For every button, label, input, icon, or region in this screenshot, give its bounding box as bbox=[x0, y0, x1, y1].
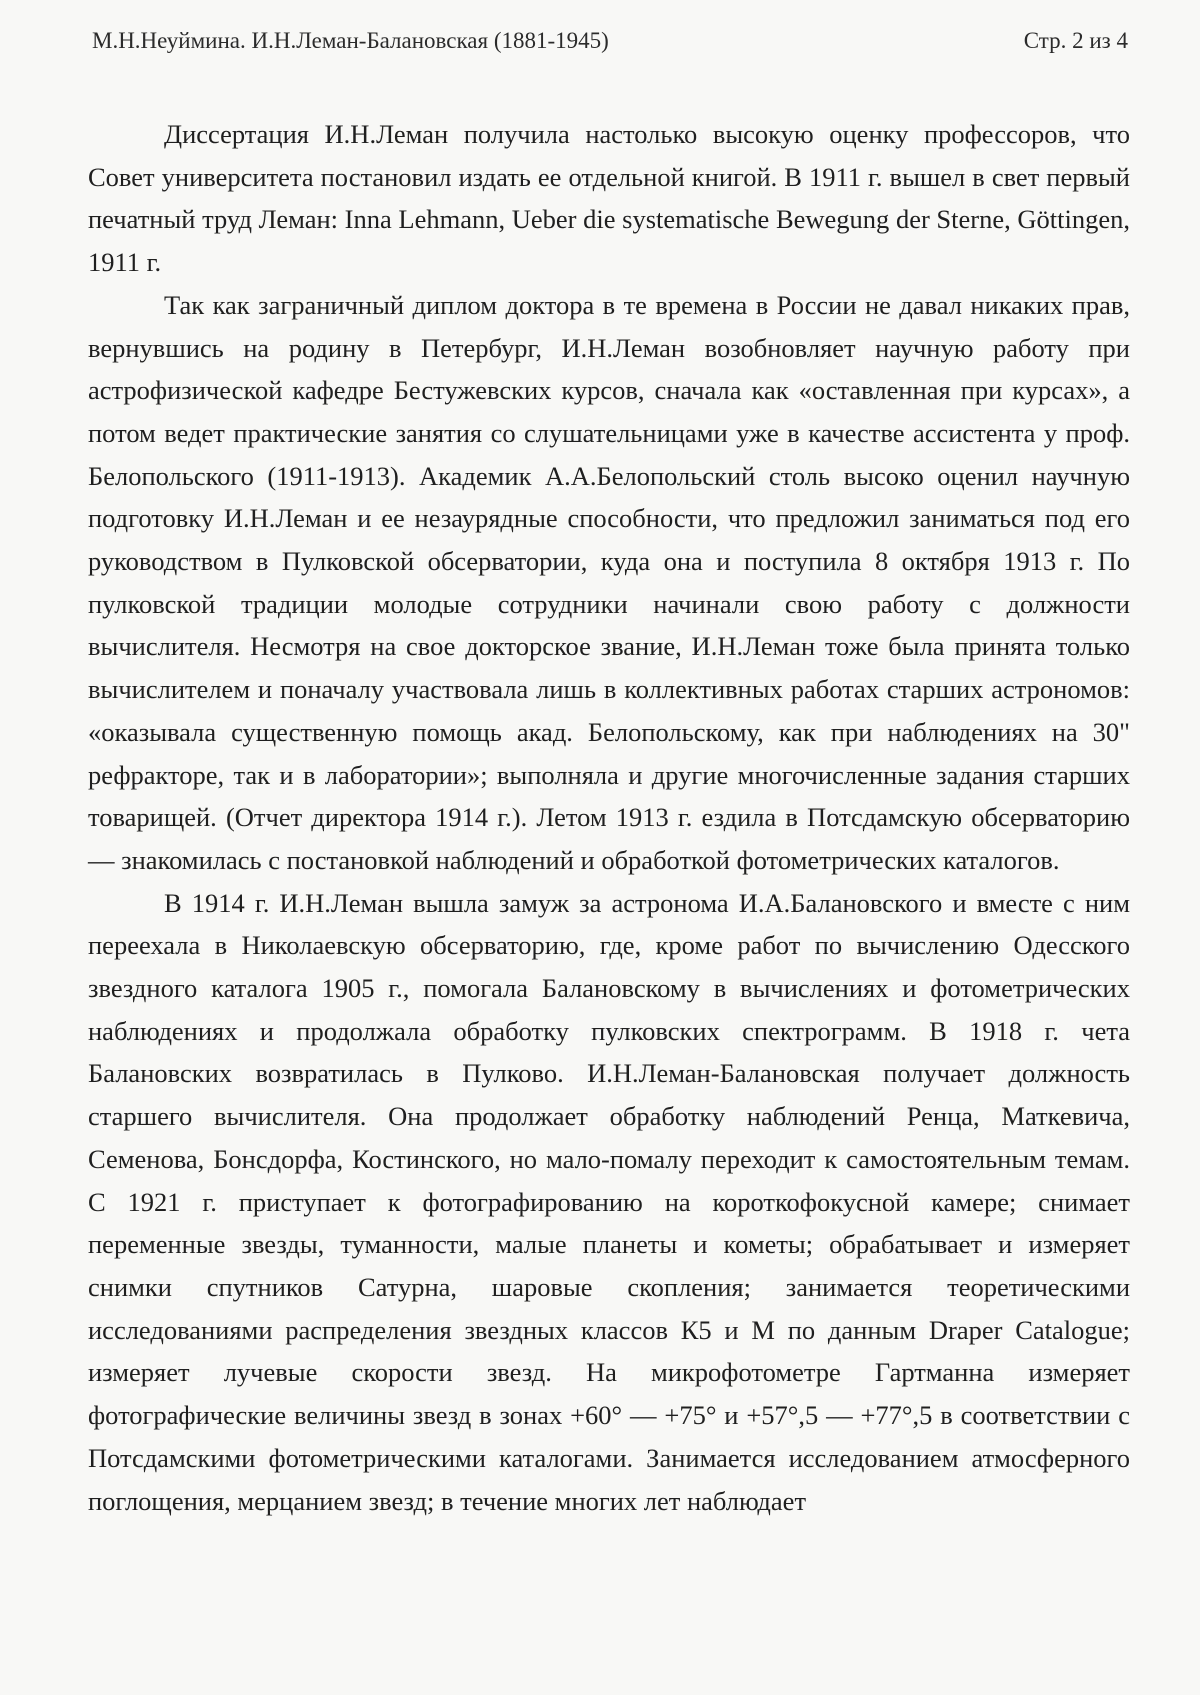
paragraph-marriage-nikolaev: В 1914 г. И.Н.Леман вышла замуж за астронома И.А.Балановского и вместе с ним переехала в Николаевскую обсерваторию, где, кроме работ по вычислению Одесского звездного каталога 1905 г., помогала Балановскому в вычислениях и фотометрических наблюдениях и продолжала обработку пулковских спектрограмм. В 1918 г. чета Балановских возвратилась в Пулково. И.Н.Леман-Балановская получает должность старшего вычислителя. Она продолжает обработку наблюдений Ренца, Маткевича, Семенова, Бонсдорфа, Костинского, но мало-помалу переходит к самостоятельным темам. С 1921 г. приступает к фотографированию на короткофокусной камере; снимает переменные звезды, туманности, малые планеты и кометы; обрабатывает и измеряет снимки спутников Сатурна, шаровые скопления; занимается теоретическими исследованиями распределения звездных классов К5 и М по данным Draper Catalogue; измеряет лучевые скорости звезд. На микрофотометре Гартманна измеряет фотографические величины звезд в зонах +60° — +75° и +57°,5 — +77°,5 в соответствии с Потсдамскими фотометрическими каталогами. Занимается исследованием атмосферного поглощения, мерцанием звезд; в течение многих лет наблюдает bbox=[88, 887, 1130, 1516]
page-header bbox=[92, 26, 1128, 56]
document-body bbox=[88, 113, 1130, 1522]
paragraph-pulkovo-work: Так как заграничный диплом доктора в те времена в России не давал никаких прав, вернувшись на родину в Петербург, И.Н.Леман возобновляет научную работу при астрофизической кафедре Бестужевских курсов, сначала как «оставленная при курсах», а потом ведет практические занятия со слушательницами уже в качестве ассистента у проф. Белопольского (1911-1913). Академик А.А.Белопольский столь высоко оценил научную подготовку И.Н.Леман и ее незаурядные способности, что предложил заниматься под его руководством в Пулковской обсерватории, куда она и поступила 8 октября 1913 г. По пулковской традиции молодые сотрудники начинали свою работу с должности вычислителя. Несмотря на свое докторское звание, И.Н.Леман тоже была принята только вычислителем и поначалу участвовала лишь в коллективных работах старших астрономов: «оказывала существенную помощь акад. Белопольскому, как при наблюдениях на 30" рефракторе, так и в лаборатории»; выполняла и другие многочисленные задания старших товарищей. (Отчет директора 1914 г.). Летом 1913 г. ездила в Потсдамскую обсерваторию — знакомилась с постановкой наблюдений и обработкой фотометрических каталогов. bbox=[88, 289, 1130, 875]
header-page-number: Стр. 2 из 4 bbox=[1023, 28, 1128, 53]
header-author-title: М.Н.Неуймина. И.Н.Леман-Балановская (1881-1945) bbox=[92, 28, 609, 53]
paragraph-dissertation: Диссертация И.Н.Леман получила настолько высокую оценку профессоров, что Совет университета постановил издать ее отдельной книгой. В 1911 г. вышел в свет первый печатный труд Леман: Inna Lehmann, Ueber die systematische Bewegung der Sterne, Göttingen, 1911 г. bbox=[88, 119, 1130, 278]
